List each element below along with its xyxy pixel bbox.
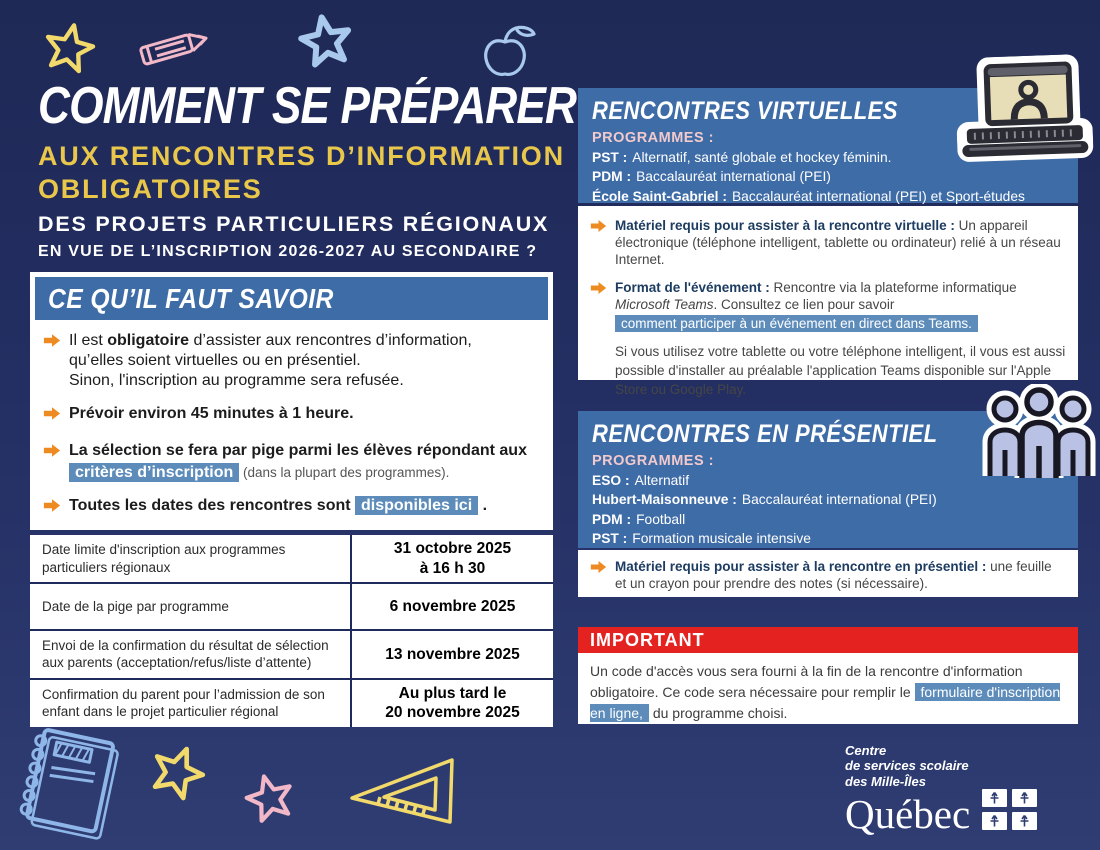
bullet-arrow-icon [590,560,607,592]
programme-line: PST : Alternatif, santé globale et hockey féminin. [592,150,892,165]
format-lead: Format de l'événement : [615,280,774,295]
inscription-form-link[interactable]: formulaire d'inscription en ligne, [590,684,1061,721]
savoir-b1-pre: Il est [69,332,108,349]
main-title: COMMENT SE PRÉPARER [38,77,577,135]
programme-line: École Saint-Gabriel : Baccalauréat international (PEI) et Sport-études [592,188,1025,204]
savoir-bullet-3 [43,441,540,483]
materiel-virtuel-text: Un appareil électronique (téléphone intelligent, tablette ou ordinateur) relié à un réseau Internet. [615,218,1061,267]
virtuelles-details [578,206,1078,397]
subtitle-white: DES PROJETS PARTICULIERS RÉGIONAUX [38,212,550,237]
programmes-label: PROGRAMMES : [592,130,714,146]
savoir-bullet-4 [43,496,540,519]
title-block [38,77,577,261]
programme-line: ESO : Alternatif [592,473,690,488]
subtitle-yellow-2: OBLIGATOIRES [38,174,263,205]
table-cell-label: Envoi de la confirmation du résultat de sélection aux parents (acceptation/refus/liste d’attente) [42,637,329,671]
savoir-header [35,277,548,320]
pencil-icon [133,14,221,78]
table-row [30,535,553,582]
important-text-1: Un code d'accès vous sera fourni à la fin de la rencontre d'information obligatoire. Ce code sera nécessaire pour remplir le [590,663,1023,700]
savoir-b1-post: d’assister aux rencontres d’information, [189,332,472,349]
savoir-b3-pre: La sélection se fera par [69,441,252,459]
teams-app-note: Si vous utilisez votre tablette ou votre téléphone intelligent, il vous est aussi possible d'installer au préalable l'application Teams disponible sur l'Apple Store ou Google Play. [615,344,1066,397]
savoir-b3-bold: pige [251,441,285,459]
savoir-header-title: CE QU’IL FAUT SAVOIR [48,283,334,314]
table-cell-label: Date limite d'inscription aux programmes particuliers régionaux [42,542,286,575]
bullet-arrow-icon [590,219,607,268]
star-icon [296,12,356,72]
quebec-wordmark: Québec [845,790,971,837]
presentiel-details [578,550,1078,597]
presentiel-header: RENCONTRES EN PRÉSENTIEL [592,420,938,448]
bullet-arrow-icon [43,406,61,427]
logo-line-2: de services scolaire [845,758,969,774]
savoir-box [30,272,553,530]
savoir-bullet-2 [43,404,540,427]
savoir-b1-bold: obligatoire [107,332,190,349]
star-icon [40,18,98,80]
subtitle-yellow-1: AUX RENCONTRES D’INFORMATION [38,141,565,171]
savoir-b1-line3: Sinon, l'inscription au programme sera refusée. [69,372,404,390]
table-cell-value: Au plus tard le 20 novembre 2025 [350,680,553,727]
virtuelles-bullet-2 [590,279,1066,332]
savoir-b3-post: parmi les élèves répondant aux [284,441,527,459]
savoir-b4-suffix: . [478,496,488,514]
programme-line: PDM : Football [592,511,686,527]
table-cell-label: Confirmation du parent pour l’admission de son enfant dans le projet particulier régional [42,686,325,720]
bullet-arrow-icon [590,281,607,332]
logo-block [845,743,1038,835]
programmes-label: PROGRAMMES : [592,453,714,469]
notebook-icon [10,728,132,844]
table-row [30,582,553,629]
apple-icon [472,22,538,80]
programme-line: PDM : Baccalauréat international (PEI) [592,169,831,185]
bullet-arrow-icon [43,443,61,483]
savoir-bullet-1 [43,331,540,391]
virtuelles-header: RENCONTRES VIRTUELLES [592,97,898,125]
dates-link[interactable]: disponibles ici [355,496,478,515]
table-cell-value: 31 octobre 2025 à 16 h 30 [350,535,553,582]
logo-line-1: Centre [845,743,887,758]
bullet-arrow-icon [43,333,61,391]
three-people-icon [978,384,1100,482]
important-body [578,653,1078,724]
virtuelles-bullet-1 [590,217,1066,268]
logo-line-3: des Mille-Îles [845,773,926,789]
programme-line: Hubert-Maisonneuve : Baccalauréat international (PEI) [592,492,937,508]
savoir-b1-line2: qu’elles soient virtuelles ou en présentiel. [69,352,361,370]
laptop-video-call-icon [954,54,1094,167]
star-icon [242,770,298,828]
materiel-presentiel-text: une feuille et un crayon pour prendre des notes (si nécessaire). [615,559,1052,591]
savoir-b4-pre: Toutes les dates des rencontres sont [69,496,356,514]
star-icon [146,742,208,804]
programme-line: PST : Formation musicale intensive [592,530,811,546]
important-text-2: du programme choisi. [648,705,788,721]
dates-table [30,535,553,727]
table-row [30,629,553,678]
savoir-b3-note: (dans la plupart des programmes). [239,464,450,480]
table-cell-value: 13 novembre 2025 [350,631,553,678]
savoir-body [35,320,548,519]
format-text-2: . Consultez ce lien pour savoir [713,297,895,312]
format-text: Rencontre via la plateforme informatique [773,280,1017,295]
table-cell-value: 6 novembre 2025 [350,584,553,629]
microsoft-teams-label: Microsoft Teams [615,297,714,312]
set-square-icon [348,752,460,834]
materiel-presentiel-lead: Matériel requis pour assister à la rencontre en présentiel : [615,559,991,574]
savoir-b2-text: Prévoir environ 45 minutes à 1 heure. [69,405,354,423]
table-cell-label: Date de la pige par programme [42,598,229,614]
criteria-link[interactable]: critères d’inscription [69,463,239,482]
important-header: IMPORTANT [578,627,1078,653]
materiel-virtuel-lead: Matériel requis pour assister à la rencontre virtuelle : [615,218,959,233]
teams-link[interactable]: comment participer à un événement en direct dans Teams. [615,315,978,332]
bullet-arrow-icon [43,498,61,519]
presentiel-bullet-1 [590,558,1066,592]
subtitle-small: EN VUE DE L’INSCRIPTION 2026-2027 AU SECONDAIRE ? [38,243,538,261]
quebec-flag-icon [982,789,1038,833]
table-row [30,678,553,727]
